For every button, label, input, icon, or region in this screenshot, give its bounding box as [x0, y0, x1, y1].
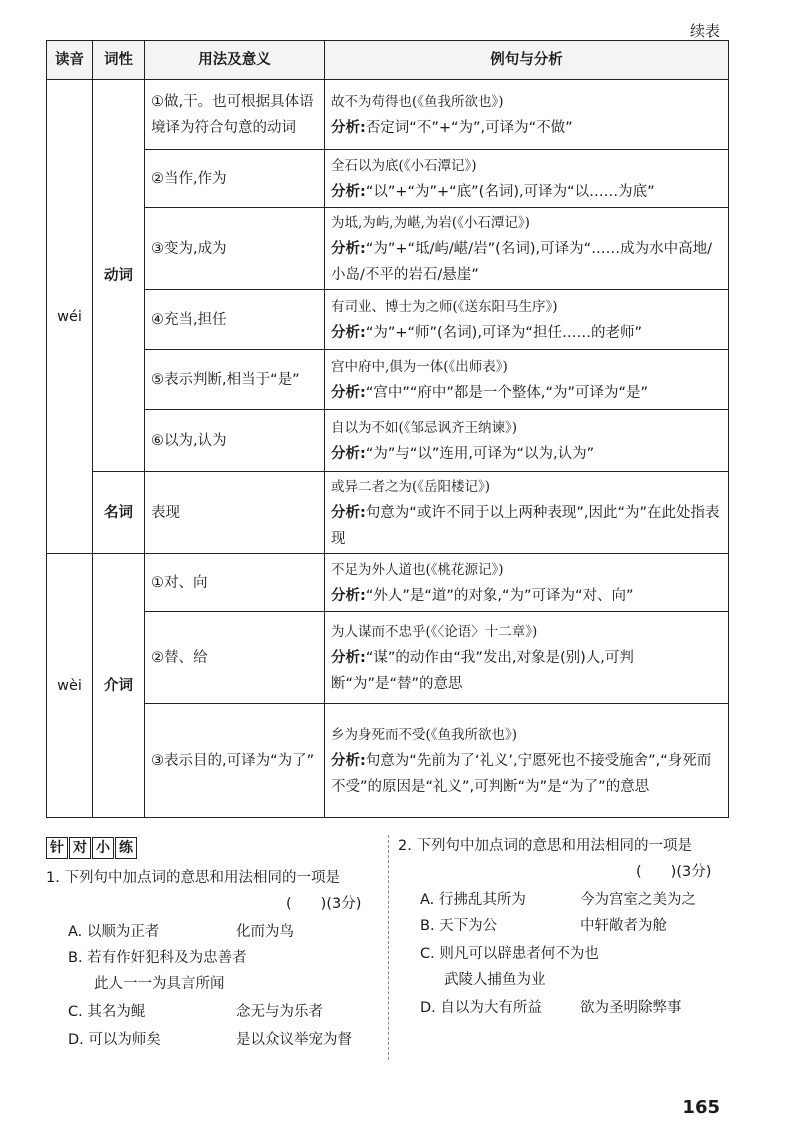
example-sentence: 不足为外人道也(《桃花源记》)	[331, 561, 504, 578]
example-cell	[325, 208, 729, 290]
usage-cell: ②当作,作为	[145, 150, 325, 208]
page-number: 165	[682, 1097, 720, 1118]
table-row	[47, 150, 729, 208]
usage-cell: ③变为,成为	[145, 208, 325, 290]
analysis-text: 分析:“谋”的动作由“我”发出,对象是(别)人,可判断“为”是“替”的意思	[331, 649, 634, 692]
header-usage: 用法及意义	[145, 41, 325, 80]
question-1-stem: 1. 下列句中加点词的意思和用法相同的一项是	[46, 870, 340, 886]
table-row	[47, 80, 729, 150]
header-reading: 读音	[47, 41, 93, 80]
question-1-option-pair: 此人一一为具言所闻	[94, 976, 225, 992]
question-2-option-pair: 欲为圣明除弊事	[580, 1000, 682, 1016]
table-row	[47, 472, 729, 554]
question-2-option[interactable]: A. 行拂乱其所为	[420, 892, 526, 908]
usage-cell: ③表示目的,可译为“为了”	[145, 704, 325, 818]
usage-cell: ①做,干。也可根据具体语境译为符合句意的动词	[145, 80, 325, 150]
analysis-text: 分析:句意为“或许不同于以上两种表现”,因此“为”在此处指表现	[331, 504, 720, 547]
table-row	[47, 554, 729, 612]
example-sentence: 自以为不如(《邹忌讽齐王纳谏》)	[331, 419, 518, 436]
analysis-text: 分析:“以”+“为”+“底”(名词),可译为“以……为底”	[331, 183, 655, 200]
analysis-text: 分析:“为”与“以”连用,可译为“以为,认为”	[331, 445, 595, 462]
analysis-text: 分析:“宫中”“府中”都是一个整体,“为”可译为“是”	[331, 384, 649, 401]
reading-wei2: wéi	[47, 80, 93, 554]
continued-label: 续表	[689, 22, 720, 40]
example-cell	[325, 80, 729, 150]
example-cell	[325, 350, 729, 410]
question-1-option-pair: 化而为鸟	[236, 924, 294, 940]
reading-wei4: wèi	[47, 554, 93, 818]
question-2-stem: 2. 下列句中加点词的意思和用法相同的一项是	[398, 838, 692, 854]
example-cell	[325, 410, 729, 472]
question-2-option-pair: 中轩敞者为舱	[580, 918, 667, 934]
example-sentence: 有司业、博士为之师(《送东阳马生序》)	[331, 298, 558, 315]
question-2-option[interactable]: B. 天下为公	[420, 918, 498, 934]
question-2-score: ( )(3分)	[636, 864, 712, 880]
question-1-option-pair: 是以众议举宠为督	[236, 1032, 352, 1048]
usage-cell: 表现	[145, 472, 325, 554]
table-row	[47, 290, 729, 350]
header-pos: 词性	[93, 41, 145, 80]
practice-badge: 针 对 小 练	[46, 836, 137, 860]
usage-table	[46, 40, 729, 818]
pos-noun: 名词	[93, 472, 145, 554]
usage-cell: ②替、给	[145, 612, 325, 704]
example-cell	[325, 612, 729, 704]
example-sentence: 为人谋而不忠乎(《〈论语〉十二章》)	[331, 623, 538, 640]
pos-prep: 介词	[93, 554, 145, 818]
table-header-row	[47, 41, 729, 80]
question-2-option[interactable]: D. 自以为大有所益	[420, 1000, 542, 1016]
example-cell	[325, 472, 729, 554]
question-1-option[interactable]: C. 其名为鲲	[68, 1004, 146, 1020]
table-row	[47, 350, 729, 410]
table-row	[47, 208, 729, 290]
question-1-option[interactable]: D. 可以为师矣	[68, 1032, 161, 1048]
usage-cell: ⑤表示判断,相当于“是”	[145, 350, 325, 410]
example-sentence: 为坻,为屿,为嵁,为岩(《小石潭记》)	[331, 214, 530, 231]
header-example: 例句与分析	[325, 41, 729, 80]
table-row	[47, 704, 729, 818]
table-row	[47, 612, 729, 704]
example-sentence: 乡为身死而不受(《鱼我所欲也》)	[331, 726, 518, 743]
pos-verb: 动词	[93, 80, 145, 472]
question-1-option[interactable]: A. 以顺为正者	[68, 924, 160, 940]
example-cell	[325, 150, 729, 208]
question-1-option-pair: 念无与为乐者	[236, 1004, 323, 1020]
analysis-text: 分析:句意为“先前为了‘礼义’,宁愿死也不接受施舍”,“身死而不受”的原因是“礼义”,可判断“为”是“为了”的意思	[331, 752, 712, 795]
example-cell	[325, 704, 729, 818]
analysis-text: 分析:“外人”是“道”的对象,“为”可译为“对、向”	[331, 587, 634, 604]
question-2-option[interactable]: C. 则凡可以辟患者何不为也	[420, 946, 599, 962]
question-1-score: ( )(3分)	[286, 896, 362, 912]
question-2-option-pair: 今为宫室之美为之	[580, 892, 696, 908]
example-sentence: 故不为苟得也(《鱼我所欲也》)	[331, 93, 504, 110]
usage-cell: ⑥以为,认为	[145, 410, 325, 472]
example-sentence: 宫中府中,俱为一体(《出师表》)	[331, 358, 508, 375]
example-sentence: 或异二者之为(《岳阳楼记》)	[331, 478, 491, 495]
example-cell	[325, 554, 729, 612]
usage-cell: ④充当,担任	[145, 290, 325, 350]
table-row	[47, 410, 729, 472]
analysis-text: 分析:否定词“不”+“为”,可译为“不做”	[331, 119, 573, 136]
example-sentence: 全石以为底(《小石潭记》)	[331, 157, 477, 174]
question-2-option-pair: 武陵人捕鱼为业	[444, 972, 546, 988]
example-cell	[325, 290, 729, 350]
usage-cell: ①对、向	[145, 554, 325, 612]
analysis-text: 分析:“为”+“师”(名词),可译为“担任……的老师”	[331, 324, 642, 341]
column-divider	[388, 835, 389, 1060]
question-1-option[interactable]: B. 若有作奸犯科及为忠善者	[68, 950, 247, 966]
analysis-text: 分析:“为”+“坻/屿/嵁/岩”(名词),可译为“……成为水中高地/小岛/不平的岩石/悬崖”	[331, 240, 712, 283]
